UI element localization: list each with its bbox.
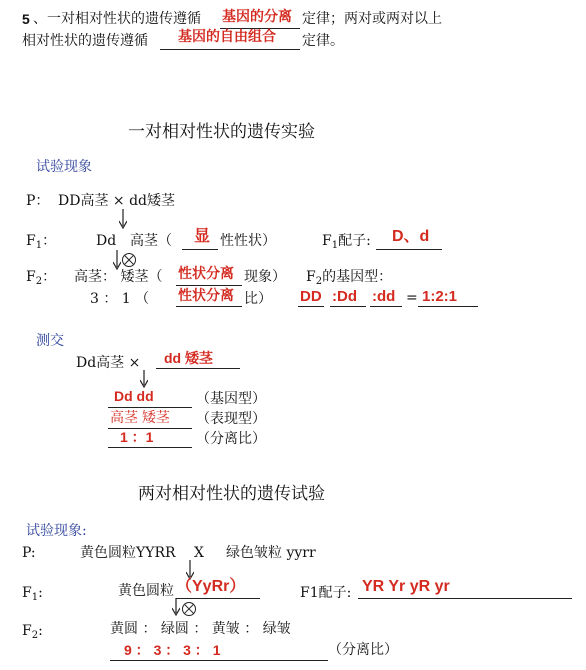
mono-f2-label: $F_2$： — [26, 269, 57, 287]
down-arrow-icon — [172, 598, 180, 616]
testcross-genotype-answer: Dd dd — [114, 388, 154, 404]
mono-f2-answer-underline — [176, 285, 242, 286]
mono-f2-ratio-underline — [176, 306, 242, 307]
self-cross-icon — [182, 602, 196, 616]
testcross-parent-underline — [156, 368, 240, 369]
mono-f2-ratio-suffix: 比） — [244, 291, 272, 307]
di-f1-gamete-underline — [358, 598, 572, 599]
mono-f2-genotype-dd: DD — [300, 288, 322, 305]
mono-title: 一对相对性状的遗传实验 — [128, 122, 315, 142]
mono-f2-genotype-label: $F_2$的基因型： — [306, 269, 393, 287]
mono-f1-phenotype-suffix: 性性状） — [220, 233, 276, 249]
di-f1-genotype-underline — [176, 598, 260, 599]
di-f1-phenotype: 黄色圆粒 — [118, 583, 174, 599]
di-p-green-wrinkled: 绿色皱粒 yyrr — [226, 545, 316, 561]
mono-f2-phenotypes: 高茎： 矮茎（ — [74, 269, 163, 285]
di-p-label: P: — [22, 545, 36, 561]
mono-f1-dominant-answer: 显 — [194, 228, 211, 245]
q5-line2-prefix: 相对性状的遗传遵循 — [22, 33, 148, 49]
di-p-cross: X — [194, 545, 204, 561]
q5-line1-suffix: 定律；两对或两对以上 — [302, 11, 442, 27]
testcross-genotype-label: （基因型） — [196, 391, 266, 407]
self-cross-icon — [122, 253, 136, 267]
di-f2-ratio-underline — [110, 660, 328, 661]
mono-f2-genotype-ratio-underline — [418, 306, 478, 307]
q5-line1-prefix: 、一对相对性状的遗传遵循 — [33, 11, 201, 27]
di-p-yellow-round: 黄色圆粒YYRR — [80, 545, 176, 561]
di-f1-gamete-answer: YR Yr yR yr — [362, 578, 450, 595]
mono-f1-gamete-underline — [376, 249, 442, 250]
mono-f2-equals: = — [406, 290, 418, 306]
mono-f2-genotype-underline-2 — [330, 306, 366, 307]
mono-f2-genotype-dd-recessive: :dd — [372, 288, 396, 305]
mono-f1-genotype: Dd — [96, 233, 117, 249]
testcross-phenotype-answer: 高茎 矮茎 — [110, 409, 170, 425]
mono-f2-genotype-underline-3 — [370, 306, 402, 307]
testcross-parent: Dd高茎 × — [76, 355, 141, 371]
question-number: 5 — [22, 11, 30, 27]
testcross-ratio-label: （分离比） — [196, 431, 266, 447]
q5-answer-segregation: 基因的分离 — [222, 8, 292, 24]
mono-f2-ratio-answer: 性状分离 — [178, 287, 234, 303]
mono-f1-gamete-answer: D、d — [392, 228, 430, 245]
q5-answer2-underline — [160, 49, 300, 50]
mono-f2-phenotype-suffix: 现象） — [244, 269, 286, 285]
mono-p-parents: DD高茎 × dd矮茎 — [58, 193, 176, 209]
testcross-ratio-answer: 1 ：1 — [120, 429, 154, 445]
di-f2-ratio-label: （分离比） — [328, 642, 398, 658]
mono-f1-label: $F_1$： — [26, 233, 57, 251]
mono-f1-answer-underline — [182, 249, 218, 250]
mono-section-label: 试验现象 — [36, 159, 92, 175]
down-arrow-icon — [140, 370, 148, 388]
down-arrow-icon — [119, 209, 127, 229]
mono-f1-phenotype-prefix: 高茎（ — [130, 233, 172, 249]
testcross-ratio-underline — [108, 447, 192, 448]
down-arrow-icon — [186, 560, 194, 580]
q5-answer-independent-assortment: 基因的自由组合 — [178, 28, 276, 44]
testcross-parent-answer: dd 矮茎 — [164, 350, 213, 366]
testcross-section-label: 测交 — [36, 333, 64, 349]
di-title: 两对相对性状的遗传试验 — [138, 484, 325, 504]
di-f2-phenotypes: 黄圆 ： 绿圆 ： 黄皱 ： 绿皱 — [110, 621, 291, 637]
q5-line2-suffix: 定律。 — [302, 33, 344, 49]
mono-f2-genotype-Dd: :Dd — [332, 288, 357, 305]
di-f1-genotype-answer: （YyRr） — [176, 578, 246, 595]
di-f1-gamete-label: F1配子: — [300, 585, 352, 601]
di-f2-label: $F_2$: — [22, 623, 43, 641]
testcross-phenotype-label: （表现型） — [196, 411, 266, 427]
mono-f2-segregation-answer: 性状分离 — [178, 265, 234, 281]
di-section-label: 试验现象: — [26, 523, 87, 539]
mono-f2-genotype-underline-1 — [298, 306, 324, 307]
mono-p-label: P： — [26, 193, 50, 209]
testcross-genotype-underline — [108, 407, 192, 408]
di-f1-label: $F_1$: — [22, 585, 43, 603]
down-arrow-icon — [113, 250, 121, 270]
di-f2-ratio-answer: 9 ： 3 ： 3 ： 1 — [124, 642, 221, 658]
mono-f1-gamete-label: $F_1$配子: — [322, 233, 371, 251]
mono-f2-ratio: 3 ： 1 （ — [90, 291, 150, 307]
mono-f2-genotype-ratio: 1:2:1 — [422, 288, 458, 305]
